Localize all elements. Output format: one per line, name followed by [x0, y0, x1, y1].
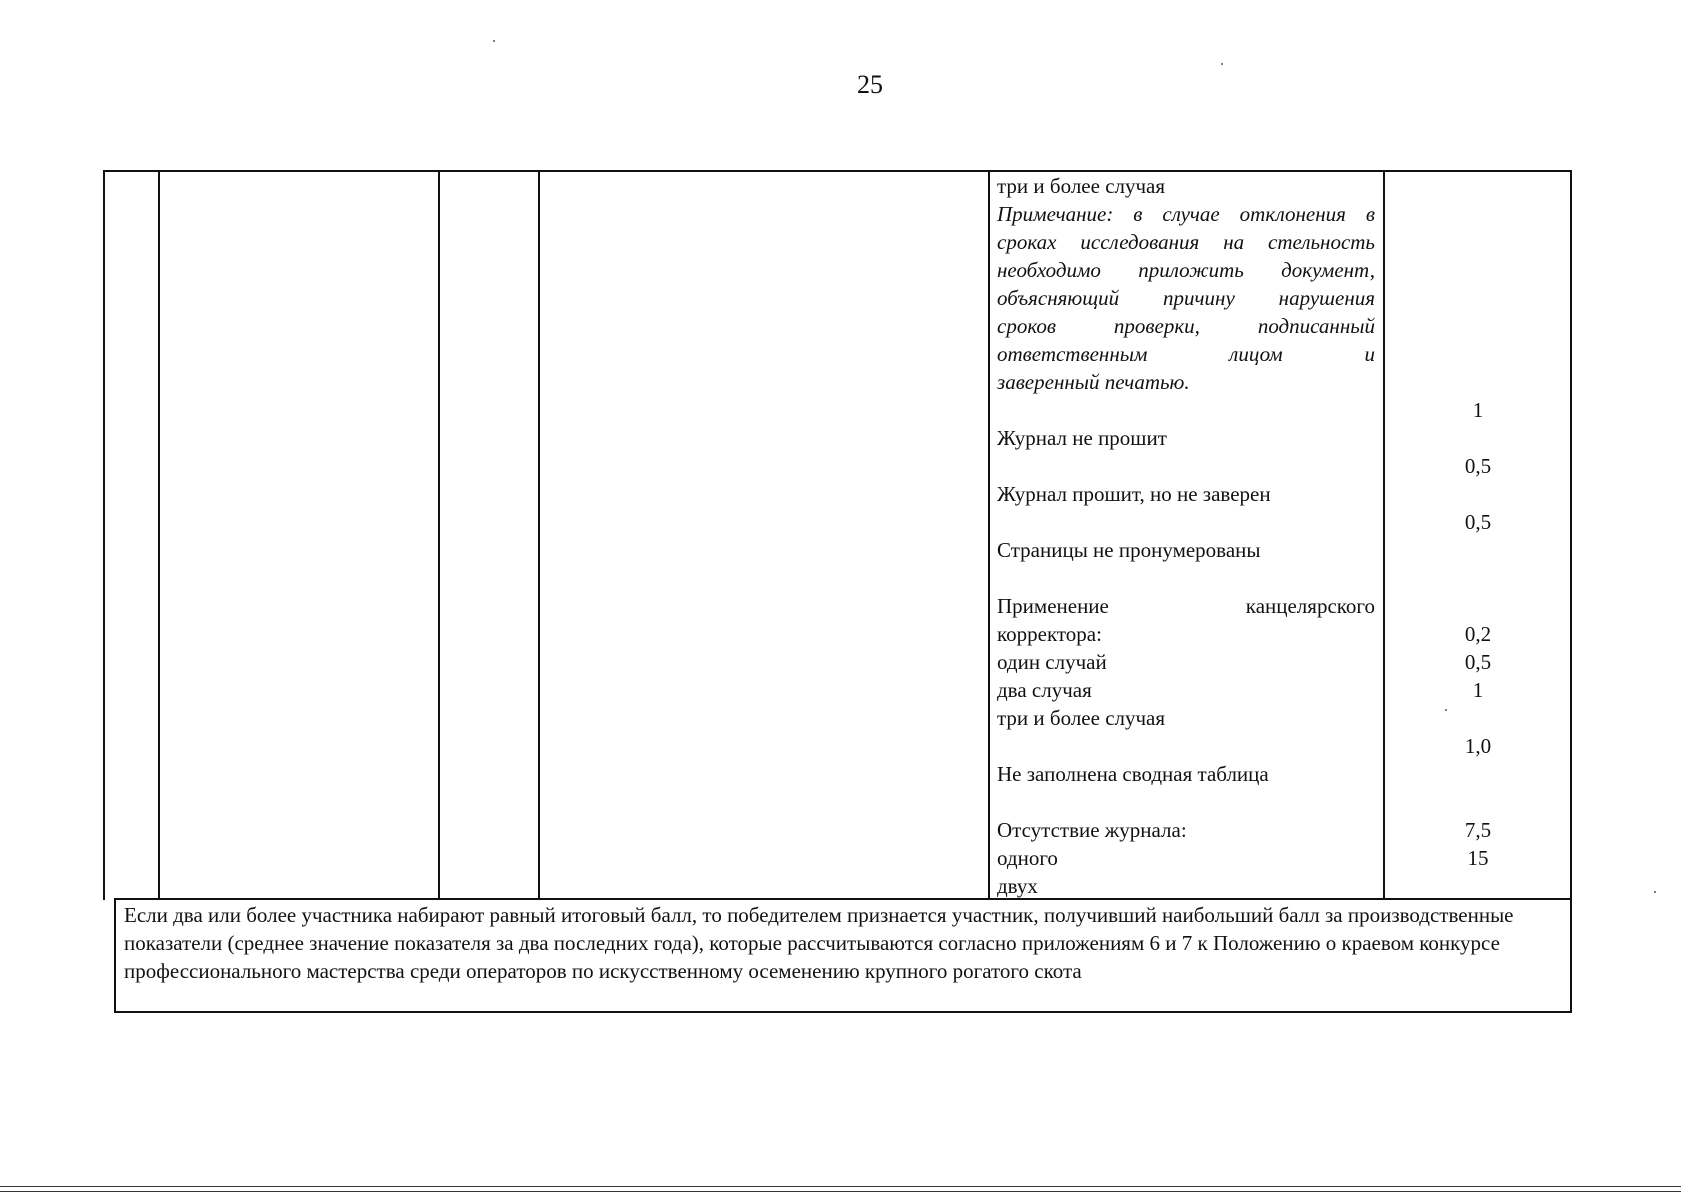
- criteria-item: Не заполнена сводная таблица: [997, 762, 1269, 786]
- criteria-item: одного: [997, 846, 1058, 870]
- note-line: сроков проверки, подписанный: [997, 314, 1375, 338]
- note-line: Примечание: в случае отклонения в: [997, 202, 1375, 226]
- criteria-note: [997, 200, 1375, 396]
- column-divider: [1383, 170, 1385, 900]
- score-value: 0,5: [1464, 510, 1492, 534]
- table-border: [103, 170, 105, 900]
- criteria-item: Отсутствие журнала:: [997, 818, 1187, 842]
- score-value: 1: [1472, 678, 1484, 702]
- note-line: необходимо приложить документ,: [997, 258, 1375, 282]
- score-value: 0,2: [1464, 622, 1492, 646]
- scan-speck: [1445, 709, 1447, 711]
- bottom-rule: [0, 1191, 1681, 1192]
- criteria-item: Страницы не пронумерованы: [997, 538, 1261, 562]
- criteria-item: три и более случая: [997, 706, 1166, 730]
- criteria-item: три и более случая: [997, 174, 1166, 198]
- criteria-item: два случая: [997, 678, 1092, 702]
- scan-speck: [1221, 63, 1223, 65]
- column-divider: [158, 170, 160, 900]
- criteria-item: двух: [997, 874, 1038, 898]
- tie-break-note: Если два или более участника набирают равный итоговый балл, то победителем признается участник, получивший наибольший балл за производственные показатели (среднее значение показателя за два последних года), которые рассчитываются согласно приложениям 6 и 7 к Положению о краевом конкурсе профессионального мастерства среди операторов по искусственному осеменению крупного рогатого скота: [124, 903, 1514, 983]
- table-border: [1570, 170, 1572, 1013]
- scan-speck: [493, 40, 495, 42]
- criteria-item: Журнал прошит, но не заверен: [997, 482, 1271, 506]
- criteria-item: Журнал не прошит: [997, 426, 1167, 450]
- score-value: 7,5: [1464, 818, 1492, 842]
- criteria-item: корректора:: [997, 622, 1102, 646]
- score-value: 1: [1472, 398, 1484, 422]
- note-line: сроках исследования на стельность: [997, 230, 1375, 254]
- score-value: 1,0: [1464, 734, 1492, 758]
- column-divider: [438, 170, 440, 900]
- table-border: [114, 898, 116, 1013]
- bottom-rule: [0, 1186, 1681, 1187]
- score-value: 0,5: [1464, 454, 1492, 478]
- score-value: 15: [1467, 846, 1489, 870]
- score-value: 0,5: [1464, 650, 1492, 674]
- column-divider: [538, 170, 540, 900]
- note-line: объясняющий причину нарушения: [997, 286, 1375, 310]
- note-line: ответственным лицом и: [997, 342, 1375, 366]
- column-divider: [988, 170, 990, 900]
- page-number: 25: [857, 70, 883, 99]
- table-bottom-border: [114, 1011, 1572, 1013]
- criteria-item: один случай: [997, 650, 1107, 674]
- scan-speck: [1654, 891, 1656, 893]
- criteria-item: Применение канцелярского: [997, 594, 1375, 618]
- note-line: заверенный печатью.: [997, 370, 1190, 394]
